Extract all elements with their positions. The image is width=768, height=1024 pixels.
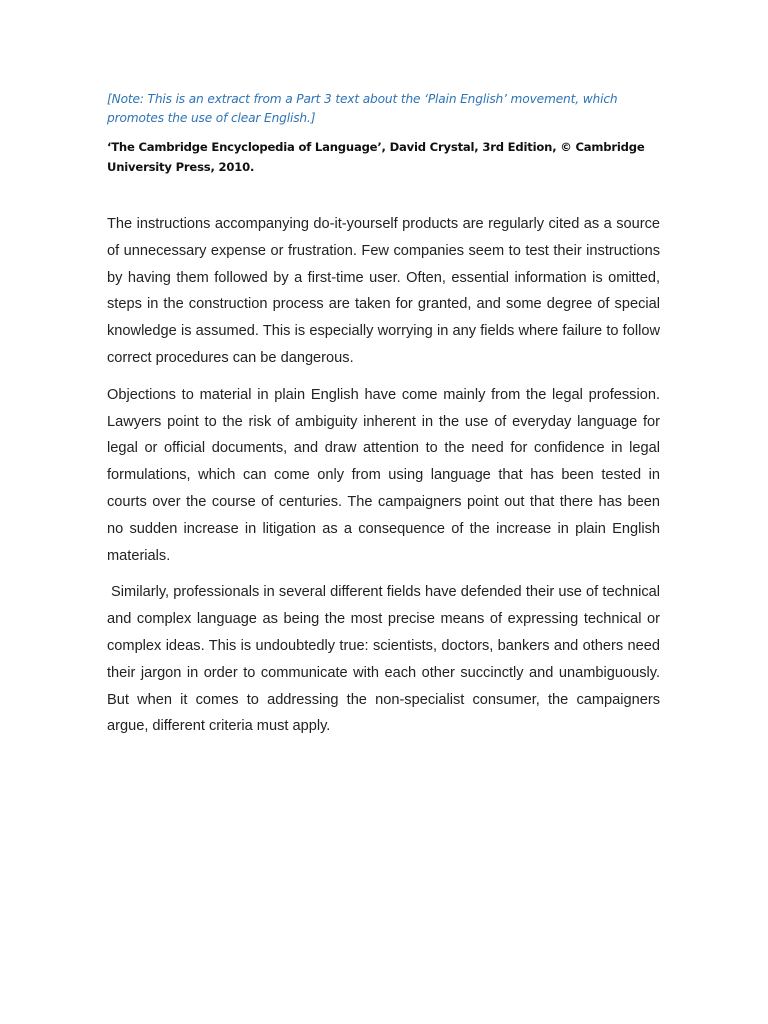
source-citation: ‘The Cambridge Encyclopedia of Language’, David Crystal, 3rd Edition, © Cambridge University Press, 2010. [107, 140, 645, 174]
document-page [107, 90, 660, 750]
extract-body [107, 211, 660, 740]
editor-note: [Note: This is an extract from a Part 3 text about the ‘Plain English’ movement, which promotes the use of clear English.] [107, 92, 618, 125]
paragraph-3: Similarly, professionals in several different fields have defended their use of technical and complex language as being the most precise means of expressing technical or complex ideas. This is undoubtedly true: scientists, doctors, bankers and others need their jargon in order to communicate with each other succinctly and unambiguously. But when it comes to addressing the non-specialist consumer, the campaigners argue, different criteria must apply. [107, 584, 660, 735]
paragraph-2: Objections to material in plain English have come mainly from the legal profession. Lawyers point to the risk of ambiguity inherent in the use of everyday language for legal or official documents, and draw attention to the need for confidence in legal formulations, which can come only from using language that has been tested in courts over the course of centuries. The campaigners point out that there has been no sudden increase in litigation as a consequence of the increase in plain English materials. [107, 386, 660, 564]
paragraph-1: The instructions accompanying do-it-yourself products are regularly cited as a source of unnecessary expense or frustration. Few companies seem to test their instructions by having them followed by a first-time user. Often, essential information is omitted, steps in the construction process are taken for granted, and some degree of special knowledge is assumed. This is especially worrying in any fields where failure to follow correct procedures can be dangerous. [107, 216, 660, 366]
